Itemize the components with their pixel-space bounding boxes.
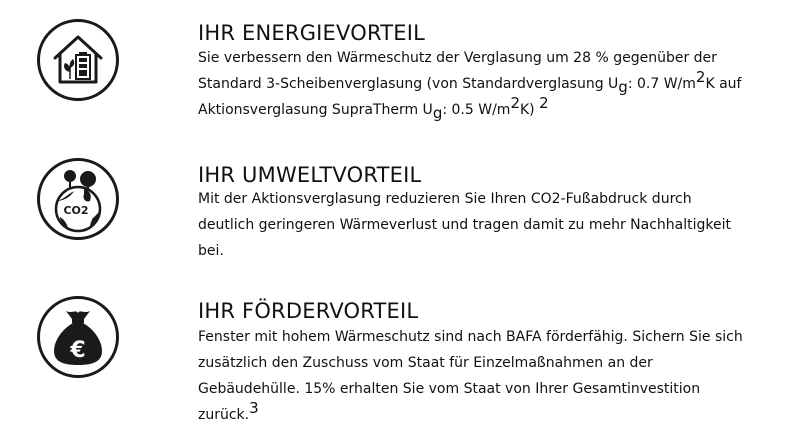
description-line: Aktionsverglasung SupraTherm $U_g$: 0.5 $W/m^2K$) $^2$	[198, 94, 549, 122]
description-line: deutlich geringeren Wärmeverlust und tragen damit zu mehr Nachhaltigkeit	[198, 217, 731, 233]
house-battery-icon	[37, 19, 119, 101]
benefit-description	[198, 186, 788, 264]
description-line: Fenster mit hohem Wärmeschutz sind nach BAFA förderfähig. Sichern Sie sich	[198, 329, 743, 345]
description-line: Sie verbessern den Wärmeschutz der Verglasung um 28 % gegenüber der	[198, 50, 717, 66]
footnote-marker: 3	[249, 399, 259, 417]
benefit-description	[198, 45, 788, 123]
description-line: zurück.$^3$	[198, 399, 259, 423]
benefit-title: IHR UMWELTVORTEIL	[198, 163, 422, 187]
description-line: Mit der Aktionsverglasung reduzieren Sie Ihren CO2-Fußabdruck durch	[198, 191, 692, 207]
benefit-title: IHR FÖRDERVORTEIL	[198, 299, 419, 323]
money-bag-euro-icon	[37, 296, 119, 378]
description-line: bei.	[198, 243, 224, 259]
globe-co2-icon	[37, 158, 119, 240]
benefit-title: IHR ENERGIEVORTEIL	[198, 21, 426, 45]
description-line: zusätzlich den Zuschuss vom Staat für Einzelmaßnahmen an der	[198, 355, 653, 371]
description-line: Gebäudehülle. 15% erhalten Sie vom Staat von Ihrer Gesamtinvestition	[198, 381, 701, 397]
euro-symbol: €	[70, 338, 86, 363]
benefit-description	[198, 324, 788, 428]
co2-label: CO2	[63, 204, 89, 217]
description-line: Standard 3-Scheibenverglasung (von Standardverglasung $U_g$: 0.7 $W/m^2K$ auf	[198, 68, 742, 96]
footnote-marker: 2	[539, 94, 549, 112]
